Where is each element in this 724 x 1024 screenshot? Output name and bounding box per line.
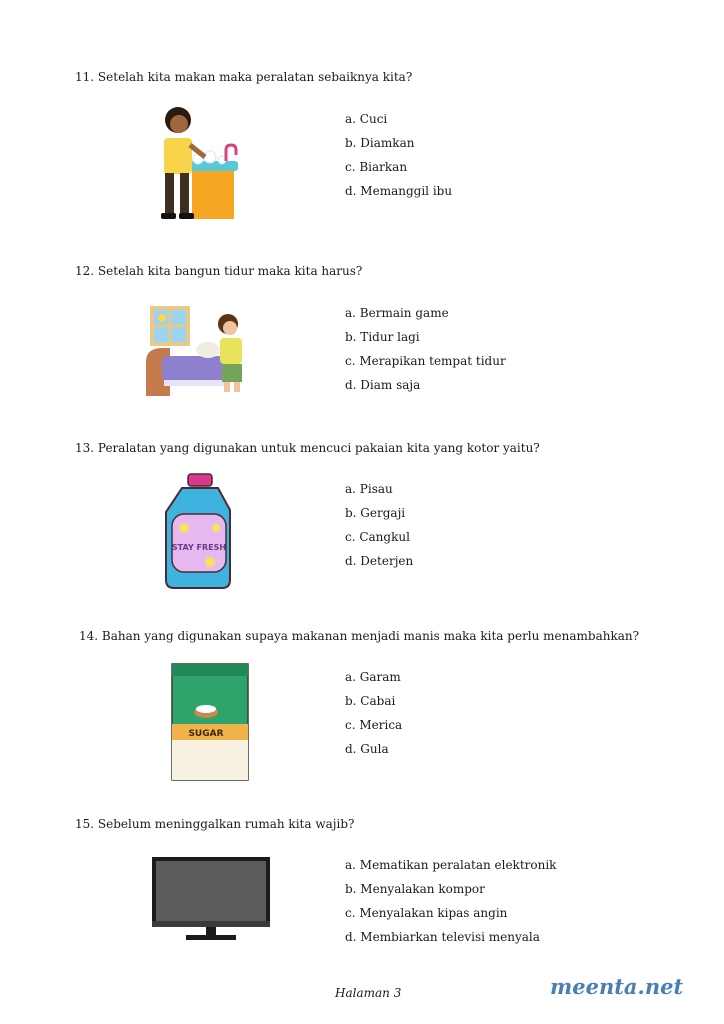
option-a[interactable]: a. Mematikan peralatan elektronik (345, 858, 557, 872)
option-b[interactable]: b. Cabai (345, 694, 396, 708)
page-number: Halaman 3 (335, 986, 402, 1000)
question-13 (75, 441, 540, 455)
question-number: 11. (75, 70, 95, 84)
option-a[interactable]: a. Bermain game (345, 306, 449, 320)
question-14 (79, 629, 639, 643)
question-number: 12. (75, 264, 95, 278)
question-number: 14. (79, 629, 99, 643)
option-b[interactable]: b. Gergaji (345, 506, 406, 520)
detergent-bottle-illustration (160, 472, 240, 592)
options-14 (345, 665, 402, 761)
option-c[interactable]: c. Merapikan tempat tidur (345, 354, 506, 368)
question-12 (75, 264, 362, 278)
child-making-bed-illustration (140, 300, 255, 400)
child-washing-dishes-illustration (150, 105, 245, 225)
option-b[interactable]: b. Menyalakan kompor (345, 882, 485, 896)
option-b[interactable]: b. Diamkan (345, 136, 415, 150)
option-d[interactable]: d. Deterjen (345, 554, 414, 568)
options-13 (345, 477, 413, 573)
question-11 (75, 70, 412, 84)
question-text: Peralatan yang digunakan untuk mencuci pakaian kita yang kotor yaitu? (97, 441, 540, 455)
question-number: 13. (75, 441, 95, 455)
question-text: Setelah kita bangun tidur maka kita harus? (97, 264, 363, 278)
option-a[interactable]: a. Garam (345, 670, 401, 684)
brand-watermark: meenta.net (550, 974, 684, 999)
bag-label: SUGAR (188, 729, 224, 739)
question-text: Setelah kita makan maka peralatan sebaiknya kita? (97, 70, 413, 84)
question-number: 15. (75, 817, 95, 831)
option-d[interactable]: d. Memanggil ibu (345, 184, 453, 198)
option-b[interactable]: b. Tidur lagi (345, 330, 420, 344)
option-d[interactable]: d. Gula (345, 742, 389, 756)
question-15 (75, 817, 354, 831)
option-c[interactable]: c. Merica (345, 718, 403, 732)
television-illustration (150, 855, 272, 945)
option-c[interactable]: c. Cangkul (345, 530, 410, 544)
option-a[interactable]: a. Cuci (345, 112, 388, 126)
options-11 (345, 107, 452, 203)
option-d[interactable]: d. Diam saja (345, 378, 421, 392)
option-a[interactable]: a. Pisau (345, 482, 393, 496)
option-d[interactable]: d. Membiarkan televisi menyala (345, 930, 540, 944)
question-text: Sebelum meninggalkan rumah kita wajib? (97, 817, 355, 831)
options-15 (345, 853, 556, 949)
question-text: Bahan yang digunakan supaya makanan menjadi manis maka kita perlu menambahkan? (101, 629, 640, 643)
bottle-label: STAY FRESH (171, 543, 227, 552)
option-c[interactable]: c. Menyalakan kipas angin (345, 906, 508, 920)
option-c[interactable]: c. Biarkan (345, 160, 408, 174)
sugar-bag-illustration (168, 662, 252, 782)
options-12 (345, 301, 506, 397)
